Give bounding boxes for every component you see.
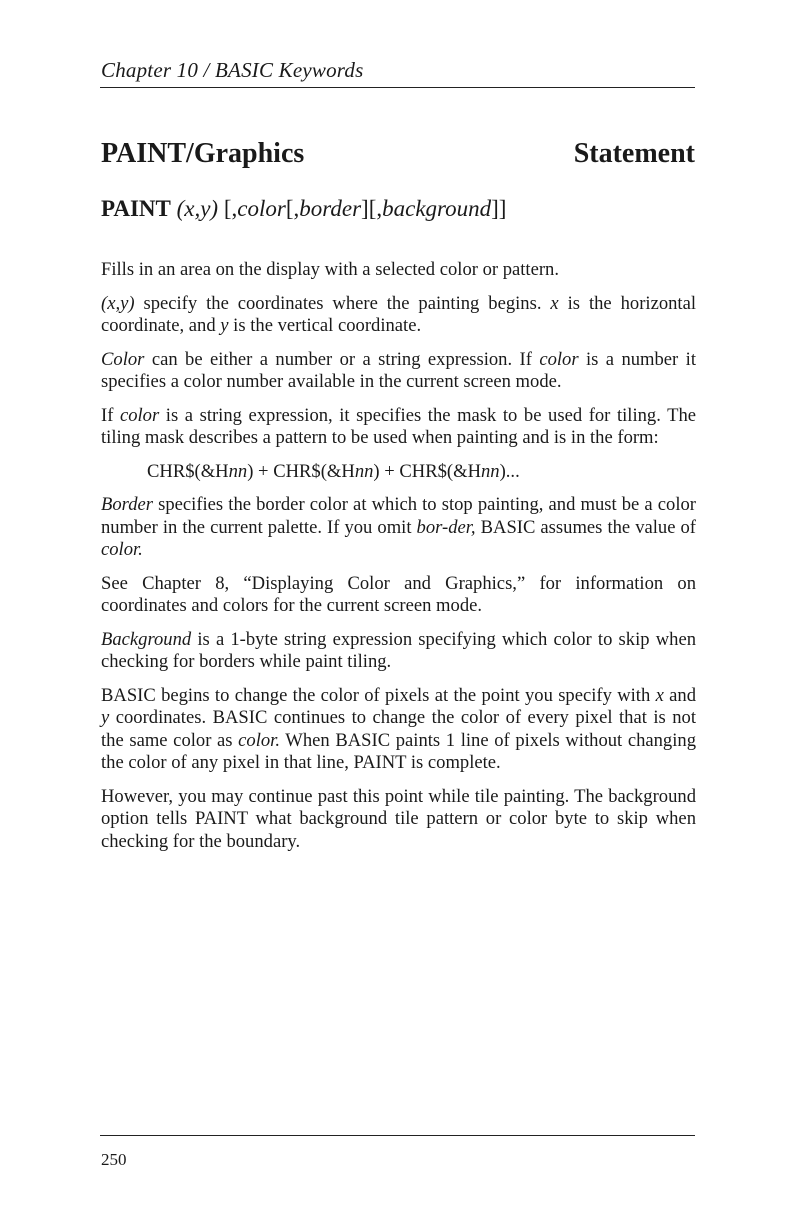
- p9-text-c: coordinates. BASIC continues to change the color of every pixel that is not the same color as: [101, 707, 696, 751]
- paragraph-9: [101, 685, 696, 775]
- page-number: 250: [101, 1150, 127, 1169]
- p2-y: y: [220, 315, 229, 336]
- paragraph-4: [101, 405, 696, 450]
- syntax-keyword: PAINT: [101, 196, 171, 221]
- p8-text: is a 1-byte string expression specifying which color to skip when checking for borders while paint tiling.: [101, 628, 696, 672]
- entry-type: Statement: [573, 138, 695, 169]
- syntax-close: ]]: [491, 196, 507, 221]
- p5-a: CHR$(&H: [147, 460, 229, 482]
- paragraph-1: Fills in an area on the display with a selected color or pattern.: [101, 259, 559, 280]
- p8-background-term: Background: [101, 628, 192, 650]
- tiling-mask-form: [101, 461, 696, 484]
- p6-border-term: Border: [101, 494, 153, 515]
- p9-x: x: [655, 684, 664, 706]
- footer-rule: [100, 1135, 695, 1136]
- paragraph-6: [101, 494, 696, 562]
- p9-text-a: BASIC begins to change the color of pixels at the point you specify with: [101, 684, 656, 706]
- p5-g: )...: [499, 460, 520, 482]
- paragraph-8: [101, 629, 696, 674]
- syntax-background: background: [382, 196, 492, 221]
- p4-text-b: is a string expression, it specifies the mask to be used for tiling. The tiling mask describes a pattern to be used when painting and is in the form:: [101, 404, 696, 448]
- p3-text-a: can be either a number or a string expression. If: [144, 348, 540, 370]
- p4-color: color: [119, 404, 160, 426]
- syntax-sep2: ][,: [361, 196, 383, 221]
- p3-text-b: is a number it specifies a color number available in the current screen mode.: [101, 348, 696, 392]
- p5-nn-1: nn: [228, 460, 248, 482]
- p2-text-b: is the horizontal coordinate, and: [101, 292, 696, 336]
- paragraph-7: See Chapter 8, “Displaying Color and Graphics,” for information on coordinates and colors for the current screen mode.: [101, 572, 696, 616]
- p9-y: y: [101, 707, 110, 728]
- p3-color: color: [539, 348, 579, 370]
- body-text: [101, 259, 696, 864]
- p2-coords: (x,y): [101, 292, 135, 314]
- p4-text-a: If: [101, 404, 120, 426]
- p6-text-a: specifies the border color at which to stop painting, and must be a color number in the current palette. If you omit: [101, 494, 696, 538]
- p3-color-term: Color: [101, 348, 145, 370]
- p9-color: color.: [238, 729, 280, 751]
- p2-x: x: [550, 292, 559, 314]
- syntax-coords: (x,y): [176, 196, 219, 221]
- p5-e: ) + CHR$(&H: [373, 460, 481, 482]
- running-head: Chapter 10 / BASIC Keywords: [101, 58, 364, 82]
- entry-title-row: [101, 138, 695, 170]
- p2-text-a: specify the coordinates where the painting begins.: [134, 292, 551, 314]
- paragraph-10: However, you may continue past this point while tile painting. The background option tells PAINT what background tile pattern or color byte to skip when checking for the boundary.: [101, 785, 696, 852]
- syntax-border: border: [299, 196, 362, 221]
- p9-text-b: and: [663, 684, 696, 706]
- paragraph-3: [101, 349, 696, 394]
- p6-text-b: BASIC assumes the value of: [475, 516, 696, 538]
- p5-nn-2: nn: [354, 460, 374, 482]
- entry-keyword: PAINT/Graphics: [101, 138, 305, 169]
- p6-color: color.: [101, 539, 143, 560]
- p9-text-d: When BASIC paints 1 line of pixels without changing the color of any pixel in that line, PAINT is complete.: [101, 729, 696, 773]
- p2-text-c: is the vertical coordinate.: [228, 315, 422, 336]
- p5-c: ) + CHR$(&H: [247, 460, 355, 482]
- syntax-color: color: [237, 196, 286, 221]
- p6-border: bor-der,: [416, 516, 476, 538]
- syntax-line: [101, 196, 506, 222]
- header-rule: [100, 87, 695, 88]
- syntax-open: [,: [218, 196, 238, 221]
- p5-nn-3: nn: [481, 460, 500, 482]
- paragraph-2: [101, 293, 696, 338]
- syntax-sep1: [,: [285, 196, 300, 221]
